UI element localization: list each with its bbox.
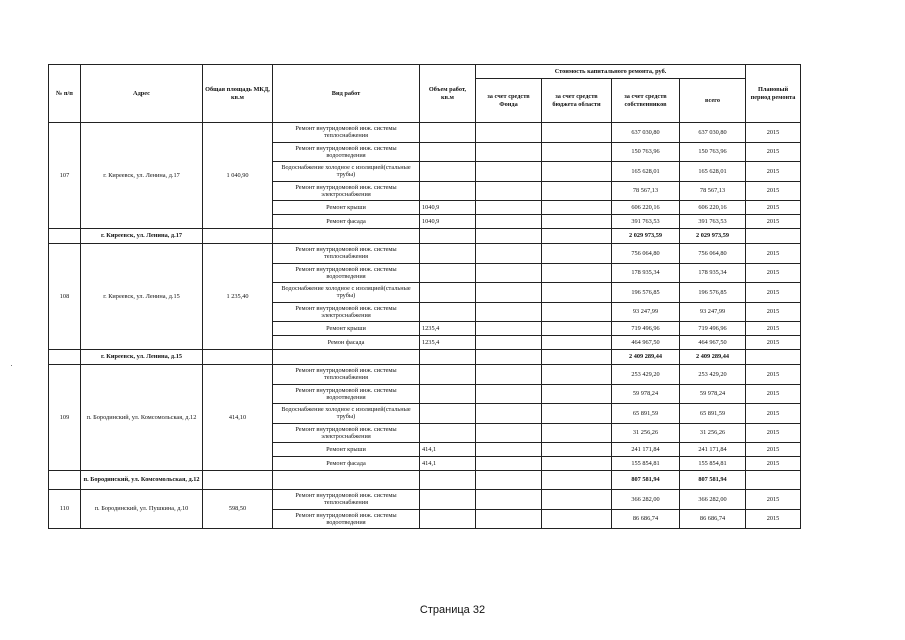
subtotal-empty	[420, 350, 476, 365]
work-type: Ремонт внутридомовой инж. системы водоотведения	[273, 142, 420, 162]
subtotal-total: 807 581,94	[680, 471, 746, 490]
col-cost-group: Стоимость капитального ремонта, руб.	[476, 65, 746, 79]
work-volume	[420, 404, 476, 424]
cost-fund	[476, 201, 542, 215]
work-volume	[420, 283, 476, 303]
cost-total: 31 256,26	[680, 423, 746, 443]
work-volume	[420, 142, 476, 162]
repair-period: 2015	[746, 162, 801, 182]
cost-owners: 719 496,96	[612, 322, 680, 336]
cost-owners: 150 763,96	[612, 142, 680, 162]
row-address: п. Бородинский, ул. Комсомольская, д.12	[81, 365, 203, 471]
subtotal-empty	[273, 350, 420, 365]
subtotal-owners: 2 409 289,44	[612, 350, 680, 365]
work-type: Ремонт внутридомовой инж. системы водоотведения	[273, 509, 420, 529]
cost-fund	[476, 509, 542, 529]
col-total: всего	[680, 79, 746, 123]
subtotal-empty	[273, 229, 420, 244]
row-area: 414,10	[203, 365, 273, 471]
cost-fund	[476, 162, 542, 182]
row-area: 1 040,90	[203, 123, 273, 229]
cost-owners: 165 628,01	[612, 162, 680, 182]
subtotal-empty	[203, 229, 273, 244]
capital-repair-table	[48, 64, 801, 529]
cost-total: 391 763,53	[680, 215, 746, 229]
work-type: Ремонт внутридомовой инж. системы теплоснабжения	[273, 123, 420, 143]
cost-fund	[476, 365, 542, 385]
cost-owners: 196 576,85	[612, 283, 680, 303]
subtotal-empty	[420, 471, 476, 490]
subtotal-spacer	[49, 471, 81, 490]
subtotal-row	[49, 229, 801, 244]
cost-fund	[476, 490, 542, 510]
repair-period: 2015	[746, 181, 801, 201]
cost-region	[542, 283, 612, 303]
cost-total: 155 854,81	[680, 457, 746, 471]
cost-owners: 253 429,20	[612, 365, 680, 385]
col-owners: за счет средств собственников	[612, 79, 680, 123]
cost-total: 241 171,84	[680, 443, 746, 457]
work-volume	[420, 244, 476, 264]
repair-period: 2015	[746, 142, 801, 162]
subtotal-empty	[746, 471, 801, 490]
subtotal-empty	[746, 229, 801, 244]
cost-fund	[476, 322, 542, 336]
subtotal-label: г. Киреевск, ул. Ленина, д.17	[81, 229, 203, 244]
cost-owners: 31 256,26	[612, 423, 680, 443]
cost-fund	[476, 123, 542, 143]
repair-period: 2015	[746, 423, 801, 443]
subtotal-row	[49, 350, 801, 365]
subtotal-empty	[203, 350, 273, 365]
table-body	[49, 123, 801, 529]
work-volume	[420, 509, 476, 529]
work-type: Водоснабжение холодное с изоляцией(стальные трубы)	[273, 162, 420, 182]
cost-region	[542, 404, 612, 424]
row-address: г. Киреевск, ул. Ленина, д.17	[81, 123, 203, 229]
work-volume: 1040,9	[420, 201, 476, 215]
repair-period: 2015	[746, 457, 801, 471]
cost-fund	[476, 404, 542, 424]
cost-owners: 93 247,99	[612, 302, 680, 322]
cost-owners: 241 171,84	[612, 443, 680, 457]
table-row	[49, 365, 801, 385]
table-row	[49, 123, 801, 143]
row-area: 1 235,40	[203, 244, 273, 350]
work-volume	[420, 162, 476, 182]
subtotal-empty	[542, 229, 612, 244]
subtotal-empty	[746, 350, 801, 365]
subtotal-row	[49, 471, 801, 490]
row-number: 107	[49, 123, 81, 229]
cost-owners: 464 967,50	[612, 336, 680, 350]
work-type: Ремонт внутридомовой инж. системы теплоснабжения	[273, 365, 420, 385]
row-number: 110	[49, 490, 81, 529]
cost-region	[542, 302, 612, 322]
cost-fund	[476, 142, 542, 162]
cost-region	[542, 365, 612, 385]
cost-total: 78 567,13	[680, 181, 746, 201]
cost-owners: 86 686,74	[612, 509, 680, 529]
cost-region	[542, 384, 612, 404]
work-volume: 1235,4	[420, 322, 476, 336]
subtotal-owners: 807 581,94	[612, 471, 680, 490]
repair-period: 2015	[746, 302, 801, 322]
subtotal-empty	[203, 471, 273, 490]
cost-fund	[476, 302, 542, 322]
work-type: Ремонт внутридомовой инж. системы электроснабжения	[273, 181, 420, 201]
work-type: Ремонт внутридомовой инж. системы теплоснабжения	[273, 490, 420, 510]
cost-fund	[476, 457, 542, 471]
repair-period: 2015	[746, 201, 801, 215]
cost-owners: 756 064,80	[612, 244, 680, 264]
cost-owners: 65 891,59	[612, 404, 680, 424]
repair-period: 2015	[746, 365, 801, 385]
subtotal-empty	[542, 471, 612, 490]
cost-region	[542, 322, 612, 336]
col-area: Общая площадь МКД, кв.м	[203, 65, 273, 123]
cost-owners: 155 854,81	[612, 457, 680, 471]
cost-fund	[476, 244, 542, 264]
col-region: за счет средств бюджета области	[542, 79, 612, 123]
subtotal-empty	[476, 471, 542, 490]
repair-period: 2015	[746, 509, 801, 529]
cost-region	[542, 509, 612, 529]
subtotal-empty	[542, 350, 612, 365]
col-address: Адрес	[81, 65, 203, 123]
cost-total: 65 891,59	[680, 404, 746, 424]
cost-total: 93 247,99	[680, 302, 746, 322]
subtotal-spacer	[49, 229, 81, 244]
cost-region	[542, 490, 612, 510]
cost-total: 606 220,16	[680, 201, 746, 215]
work-volume: 1040,9	[420, 215, 476, 229]
cost-fund	[476, 336, 542, 350]
cost-owners: 637 030,80	[612, 123, 680, 143]
cost-total: 719 496,96	[680, 322, 746, 336]
cost-total: 178 935,34	[680, 263, 746, 283]
cost-owners: 606 220,16	[612, 201, 680, 215]
cost-fund	[476, 384, 542, 404]
col-num: № п/п	[49, 65, 81, 123]
subtotal-total: 2 029 973,59	[680, 229, 746, 244]
row-address: п. Бородинский, ул. Пушкина, д.10	[81, 490, 203, 529]
row-address: г. Киреевск, ул. Ленина, д.15	[81, 244, 203, 350]
cost-owners: 366 282,00	[612, 490, 680, 510]
cost-region	[542, 244, 612, 264]
cost-region	[542, 457, 612, 471]
work-type: Ремонт крыши	[273, 201, 420, 215]
cost-region	[542, 423, 612, 443]
cost-total: 59 978,24	[680, 384, 746, 404]
col-volume: Объем работ, кв.м	[420, 65, 476, 123]
page-number: Страница 32	[419, 604, 486, 616]
cost-region	[542, 201, 612, 215]
cost-owners: 78 567,13	[612, 181, 680, 201]
subtotal-owners: 2 029 973,59	[612, 229, 680, 244]
cost-total: 165 628,01	[680, 162, 746, 182]
cost-region	[542, 263, 612, 283]
table-header	[49, 65, 801, 123]
cost-owners: 59 978,24	[612, 384, 680, 404]
col-period: Плановый период ремонта	[746, 65, 801, 123]
work-volume	[420, 365, 476, 385]
col-fund: за счет средств Фонда	[476, 79, 542, 123]
repair-period: 2015	[746, 123, 801, 143]
cost-fund	[476, 283, 542, 303]
work-volume	[420, 384, 476, 404]
work-volume	[420, 423, 476, 443]
work-type: Ремонт фасада	[273, 457, 420, 471]
subtotal-empty	[476, 350, 542, 365]
work-type: Водоснабжение холодное с изоляцией(стальные трубы)	[273, 404, 420, 424]
subtotal-empty	[273, 471, 420, 490]
cost-fund	[476, 443, 542, 457]
work-volume	[420, 123, 476, 143]
cost-total: 464 967,50	[680, 336, 746, 350]
cost-region	[542, 123, 612, 143]
row-area: 598,50	[203, 490, 273, 529]
subtotal-total: 2 409 289,44	[680, 350, 746, 365]
subtotal-label: п. Бородинский, ул. Комсомольская, д.12	[81, 471, 203, 490]
row-number: 108	[49, 244, 81, 350]
work-type: Ремонт внутридомовой инж. системы электроснабжения	[273, 423, 420, 443]
cost-total: 196 576,85	[680, 283, 746, 303]
repair-period: 2015	[746, 443, 801, 457]
table-row	[49, 490, 801, 510]
subtotal-empty	[476, 229, 542, 244]
cost-total: 86 686,74	[680, 509, 746, 529]
cost-region	[542, 443, 612, 457]
cost-fund	[476, 423, 542, 443]
work-volume	[420, 263, 476, 283]
cost-owners: 178 935,34	[612, 263, 680, 283]
repair-period: 2015	[746, 263, 801, 283]
cost-total: 150 763,96	[680, 142, 746, 162]
cost-owners: 391 763,53	[612, 215, 680, 229]
work-type: Водоснабжение холодное с изоляцией(стальные трубы)	[273, 283, 420, 303]
work-volume	[420, 181, 476, 201]
repair-period: 2015	[746, 490, 801, 510]
cost-total: 366 282,00	[680, 490, 746, 510]
repair-period: 2015	[746, 322, 801, 336]
cost-region	[542, 181, 612, 201]
repair-period: 2015	[746, 283, 801, 303]
cost-region	[542, 162, 612, 182]
cost-region	[542, 215, 612, 229]
cost-total: 253 429,20	[680, 365, 746, 385]
work-volume: 414,1	[420, 457, 476, 471]
cost-total: 637 030,80	[680, 123, 746, 143]
work-volume: 1235,4	[420, 336, 476, 350]
work-type: Ремонт фасада	[273, 215, 420, 229]
work-type: Ремонт внутридомовой инж. системы водоотведения	[273, 263, 420, 283]
work-volume	[420, 302, 476, 322]
work-volume	[420, 490, 476, 510]
repair-period: 2015	[746, 215, 801, 229]
cost-region	[542, 142, 612, 162]
cost-region	[542, 336, 612, 350]
cost-total: 756 064,80	[680, 244, 746, 264]
cost-fund	[476, 263, 542, 283]
subtotal-empty	[420, 229, 476, 244]
row-number: 109	[49, 365, 81, 471]
work-volume: 414,1	[420, 443, 476, 457]
col-work: Вид работ	[273, 65, 420, 123]
work-type: Ремонт крыши	[273, 443, 420, 457]
work-type: Ремонт внутридомовой инж. системы электроснабжения	[273, 302, 420, 322]
repair-period: 2015	[746, 244, 801, 264]
repair-period: 2015	[746, 336, 801, 350]
work-type: Ремонт внутридомовой инж. системы водоотведения	[273, 384, 420, 404]
work-type: Ремонт крыши	[273, 322, 420, 336]
subtotal-label: г. Киреевск, ул. Ленина, д.15	[81, 350, 203, 365]
table-row	[49, 244, 801, 264]
scan-dot	[11, 365, 12, 366]
cost-fund	[476, 181, 542, 201]
work-type: Ремонт внутридомовой инж. системы теплоснабжения	[273, 244, 420, 264]
cost-fund	[476, 215, 542, 229]
work-type: Ремон фасада	[273, 336, 420, 350]
repair-period: 2015	[746, 404, 801, 424]
repair-period: 2015	[746, 384, 801, 404]
subtotal-spacer	[49, 350, 81, 365]
